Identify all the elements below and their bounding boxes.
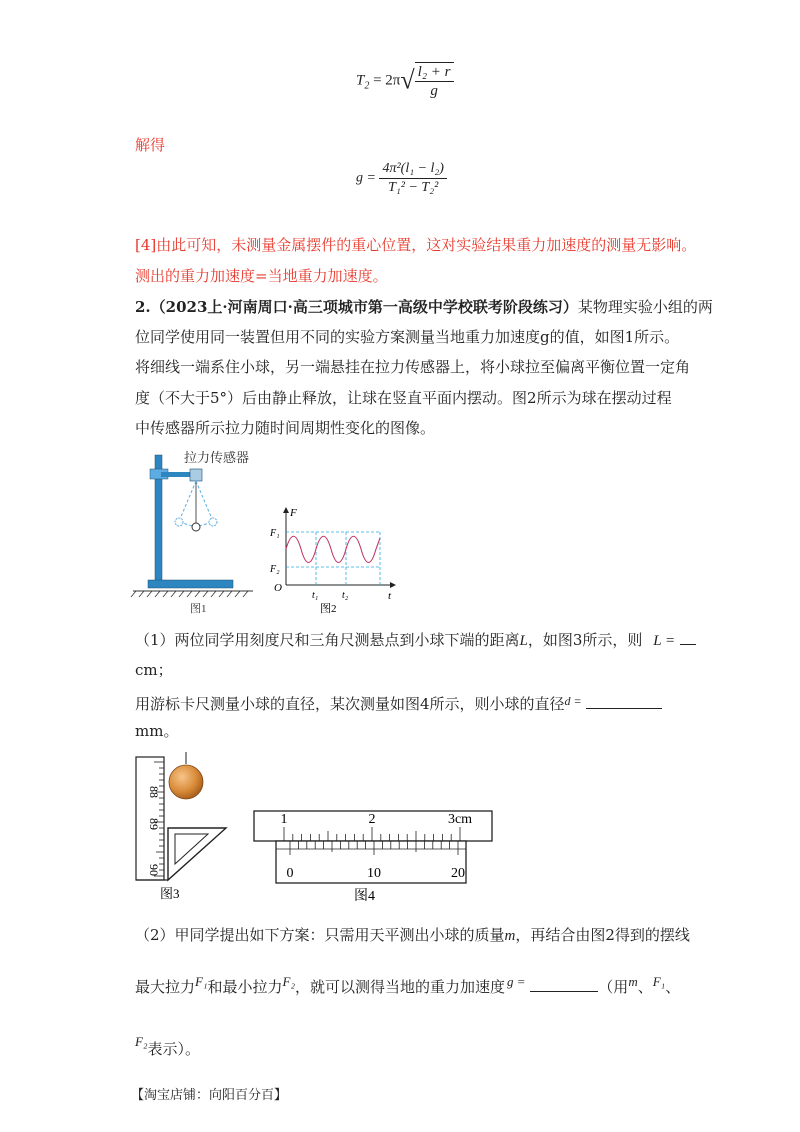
vernier-label-20: 20 (451, 866, 465, 881)
figure-1-caption: 图1 (190, 603, 207, 615)
figure-2-graph (268, 505, 398, 615)
question-number: 2. (135, 298, 151, 316)
ruler-tick-90: 90 (147, 864, 161, 876)
ruler-tick-88: 88 (147, 786, 161, 798)
main-scale-label-2: 2 (368, 812, 376, 827)
part-2-line-2: 最大拉力F₁和最小拉力F₂，就可以测得当地的重力加速度 g = （用m、F₁、 (135, 974, 681, 996)
vernier-label-0: 0 (286, 866, 294, 881)
ruler-tick-89: 89 (147, 818, 161, 830)
sensor-label: 拉力传感器 (184, 450, 250, 465)
part-1-unit-mm: mm。 (135, 722, 179, 740)
part-2-line-3: F₂表示）。 (135, 1034, 200, 1058)
t2-label: t₂ (342, 590, 349, 601)
origin-label: O (274, 582, 282, 594)
question-2-line-5: 中传感器所示拉力随时间周期性变化的图像。 (135, 419, 436, 437)
part-1-line-1: （1）两位同学用刻度尺和三角尺测悬点到小球下端的距离L，如图3所示，则 L = (135, 630, 696, 651)
f2-label: F₂ (270, 564, 280, 575)
figure-4-caption: 图4 (354, 889, 375, 904)
t1-label: t₁ (312, 590, 319, 601)
x-axis-label: t (388, 590, 392, 602)
note-line-2: 测出的重力加速度=当地重力加速度。 (135, 267, 388, 285)
part-2-line-1: （2）甲同学提出如下方案：只需用天平测出小球的质量m，再结合由图2得到的摆线 (135, 926, 690, 944)
formula-period-t2: $T_2 = 2\pi√$ $\frac{\text{l₂ + r}}{g}$ (356, 62, 454, 100)
main-scale-label-3cm: 3cm (447, 812, 473, 827)
figure-1-stand (128, 445, 268, 620)
part-1-unit-cm: cm； (135, 661, 173, 679)
figure-4-caliper (248, 805, 498, 905)
ball (169, 765, 203, 799)
y-axis-label: F (290, 507, 297, 519)
footer-shop: 【淘宝店铺：向阳百分百】 (131, 1088, 288, 1103)
vernier-label-10: 10 (367, 866, 381, 881)
question-2-line-2: 位同学使用同一装置但用不同的实验方案测量当地重力加速度g的值，如图1所示。 (135, 328, 680, 346)
note-line-1: [4]由此可知，未测量金属摆件的重心位置，这对实验结果重力加速度的测量无影响。 (135, 236, 697, 254)
formula-g: g = $\frac{\text{4π²(l₁ − l₂)}}{\text{T₁² − T₂²}}$ (356, 160, 447, 197)
f1-label: F₁ (270, 528, 280, 539)
answer-blank-d[interactable] (586, 694, 662, 709)
question-2-line-1: 2.（2023上·河南周口·高三项城市第一高级中学校联考阶段练习）某物理实验小组的两 (135, 298, 713, 316)
question-2-line-4: 度（不大于5°）后由静止释放，让球在竖直平面内摆动。图2所示为球在摆动过程 (135, 389, 672, 407)
figure-3-caption: 图3 (160, 886, 180, 901)
answer-blank-g[interactable] (530, 977, 598, 992)
solve-label: 解得 (135, 136, 166, 154)
answer-blank-L[interactable] (680, 630, 696, 645)
figure-2-caption: 图2 (320, 603, 337, 615)
main-scale-label-1: 1 (280, 812, 288, 827)
question-2-line-3: 将细线一端系住小球，另一端悬挂在拉力传感器上，将小球拉至偏离平衡位置一定角 (135, 358, 691, 376)
part-1-line-2: 用游标卡尺测量小球的直径，某次测量如图4所示，则小球的直径$^{d =}$ (135, 691, 662, 714)
figure-3-ruler (128, 752, 233, 904)
question-source: （2023上·河南周口·高三项城市第一高级中学校联考阶段练习） (150, 298, 578, 316)
